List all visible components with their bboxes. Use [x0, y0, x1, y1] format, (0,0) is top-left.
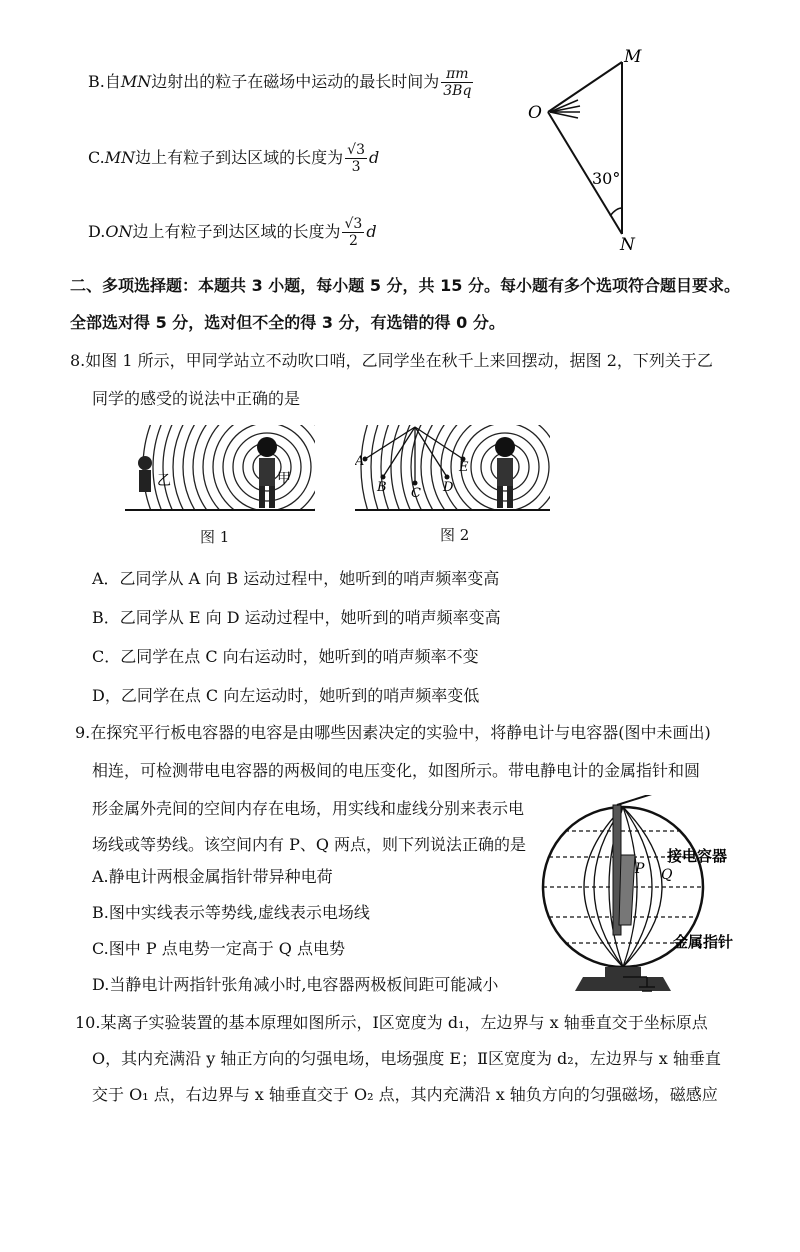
person-yi-icon — [138, 456, 152, 492]
swing-ropes — [365, 427, 463, 483]
om-edge — [548, 62, 622, 112]
person-whistler-icon — [495, 437, 515, 508]
q9-option-b: B.图中实线表示等势线,虚线表示电场线 — [92, 903, 370, 922]
label-needle: 金属指针 — [673, 933, 734, 951]
q8-figure-1 — [125, 425, 315, 517]
q9-option-c: C.图中 P 点电势一定高于 Q 点电势 — [92, 939, 345, 958]
opt-d-d: d — [366, 222, 377, 241]
opt-d-denominator: 2 — [348, 233, 358, 249]
lead-wire — [617, 795, 655, 805]
q8-option-d: D，乙同学在点 C 向左运动时，她听到的哨声频率变低 — [92, 686, 480, 705]
opt-b-fraction — [441, 66, 473, 99]
opt-c-fraction — [345, 142, 367, 175]
opt-b-text: 边射出的粒子在磁场中运动的最长时间为 — [151, 72, 440, 91]
label-b: B — [377, 480, 387, 495]
label-yi: 乙 — [157, 473, 171, 489]
label-p: P — [635, 861, 645, 877]
q8-option-b: B．乙同学从 E 向 D 运动过程中，她听到的哨声频率变高 — [92, 608, 501, 627]
opt-d-numerator: √3 — [344, 216, 363, 232]
label-n: N — [620, 235, 635, 254]
q9-stem-line4: 场线或等势线。该空间内有 P、Q 两点，则下列说法正确的是 — [92, 835, 527, 854]
opt-d-fraction — [342, 216, 364, 249]
opt-c-numerator: √3 — [347, 142, 365, 158]
q9-option-a: A.静电计两根金属指针带异种电荷 — [92, 867, 333, 886]
label-e: E — [459, 460, 469, 475]
opt-c-mn: MN — [104, 148, 136, 167]
label-q: Q — [661, 867, 673, 883]
opt-b-numerator: πm — [441, 66, 473, 83]
fig1-caption: 图 1 — [200, 528, 230, 546]
label-jia: 甲 — [277, 471, 291, 487]
q10-stem-line3: 交于 O₁ 点，右边界与 x 轴垂直交于 O₂ 点，其内充满沿 x 轴负方向的匀强磁场，磁感应 — [92, 1085, 718, 1104]
q7-option-c — [88, 142, 379, 175]
opt-c-denominator: 3 — [351, 159, 361, 175]
q10-stem-line1: 10.某离子实验装置的基本原理如图所示，Ⅰ区宽度为 d₁，左边界与 x 轴垂直交于坐标原点 — [75, 1013, 708, 1032]
metal-needle — [613, 805, 635, 935]
q7-option-b — [88, 66, 475, 99]
label-m: M — [624, 47, 642, 67]
q9-stem-line2: 相连，可检测带电电容器的两极间的电压变化，如图所示。带电静电计的金属指针和圆 — [92, 761, 701, 780]
electroscope-figure — [535, 795, 775, 995]
opt-b-mn: MN — [120, 72, 152, 91]
electroscope-base — [575, 967, 671, 991]
opt-c-prefix: C. — [88, 148, 105, 167]
label-capacitor: 接电容器 — [667, 847, 728, 865]
q8-stem-line2: 同学的感受的说法中正确的是 — [92, 389, 301, 408]
q8-option-c: C．乙同学在点 C 向右运动时，她听到的哨声频率不变 — [92, 647, 479, 666]
triangle-figure — [520, 44, 680, 254]
opt-d-prefix: D. — [88, 222, 106, 241]
opt-c-d: d — [369, 148, 380, 167]
q8-figure-2 — [355, 425, 550, 517]
label-c: C — [411, 486, 421, 501]
q9-option-d: D.当静电计两指针张角减小时,电容器两极板间距可能减小 — [92, 975, 499, 994]
q8-stem-line1: 8.如图 1 所示，甲同学站立不动吹口哨，乙同学坐在秋千上来回摆动，据图 2，下列关于乙 — [70, 351, 713, 370]
label-angle: 30° — [592, 169, 621, 188]
q7-option-d — [88, 216, 377, 249]
q9-stem-line3: 形金属外壳间的空间内存在电场，用实线和虚线分别来表示电 — [92, 799, 525, 818]
person-jia-icon — [257, 437, 277, 508]
sound-wave-rings-2 — [361, 425, 550, 517]
fig2-caption: 图 2 — [440, 526, 470, 544]
q10-stem-line2: O，其内充满沿 y 轴正方向的匀强电场，电场强度 E；Ⅱ区宽度为 d₂，左边界与 x 轴垂直 — [92, 1049, 721, 1068]
opt-b-prefix: B.自 — [88, 72, 121, 91]
section2-line1: 二、多项选择题：本题共 3 小题，每小题 5 分，共 15 分。每小题有多个选项符合题目要求。 — [70, 276, 740, 295]
opt-c-text: 边上有粒子到达区域的长度为 — [135, 148, 344, 167]
q9-stem-line1: 9.在探究平行板电容器的电容是由哪些因素决定的实验中，将静电计与电容器(图中未画出) — [75, 723, 711, 742]
opt-d-text: 边上有粒子到达区域的长度为 — [132, 222, 341, 241]
section2-line2: 全部选对得 5 分，选对但不全的得 3 分，有选错的得 0 分。 — [70, 313, 505, 332]
opt-d-on: ON — [105, 222, 133, 241]
q8-option-a: A．乙同学从 A 向 B 运动过程中，她听到的哨声频率变高 — [92, 569, 500, 588]
angle-arc — [610, 208, 622, 216]
label-a: A — [355, 454, 365, 469]
label-o: O — [528, 103, 542, 123]
label-d: D — [443, 480, 454, 495]
velocity-arrows — [550, 100, 580, 118]
opt-b-denominator: 3Bq — [443, 83, 472, 99]
